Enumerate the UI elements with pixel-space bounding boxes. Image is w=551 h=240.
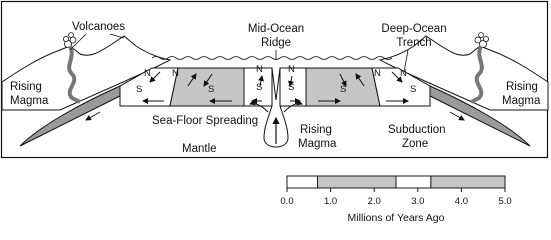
label-rising-magma-left-1: Rising [10,81,42,93]
crust-right [280,68,430,106]
label-ridge-1: Mid-Ocean [247,23,305,35]
label-trench-2: Trench [396,37,432,49]
pole-label: S [136,84,143,95]
label-subduction-2: Zone [402,138,429,150]
label-rising-magma-right-2: Magma [502,95,541,107]
timescale-band [431,176,505,188]
crust-left [120,68,272,106]
label-subduction-1: Subduction [388,124,446,136]
timescale-tick-label: 2.0 [367,196,381,207]
label-rising-magma-left-2: Magma [10,95,49,107]
pole-label: S [208,84,215,95]
label-trench-1: Deep-Ocean [381,23,447,35]
pole-label: N [144,68,151,79]
pole-label: N [400,68,407,79]
label-rising-magma-right-1: Rising [506,81,538,93]
timescale-title: Millions of Years Ago [347,212,445,224]
pole-label: N [172,68,179,79]
label-ridge-2: Ridge [260,37,292,49]
label-rising-magma-center-1: Rising [300,124,332,136]
pole-label: S [410,84,417,95]
timescale-tick-label: 4.0 [454,196,469,207]
pole-label: N [288,64,295,75]
timescale-band [318,176,396,188]
timescale-band [287,176,318,188]
label-rising-magma-center-2: Magma [298,138,337,150]
label-sea-floor-spreading: Sea-Floor Spreading [152,115,259,127]
pole-label: N [256,64,263,75]
label-mantle: Mantle [182,143,217,155]
pole-label: S [340,84,347,95]
pole-label: S [288,82,295,93]
timescale-tick-label: 0.0 [280,196,294,207]
timescale-band [396,176,431,188]
magnetic-timescale [280,176,511,224]
label-volcanoes: Volcanoes [72,21,126,33]
timescale-tick-label: 5.0 [498,196,512,207]
pole-label: S [256,82,263,93]
timescale-tick-label: 1.0 [323,196,338,207]
pole-label: N [374,68,381,79]
timescale-tick-label: 3.0 [411,196,425,207]
